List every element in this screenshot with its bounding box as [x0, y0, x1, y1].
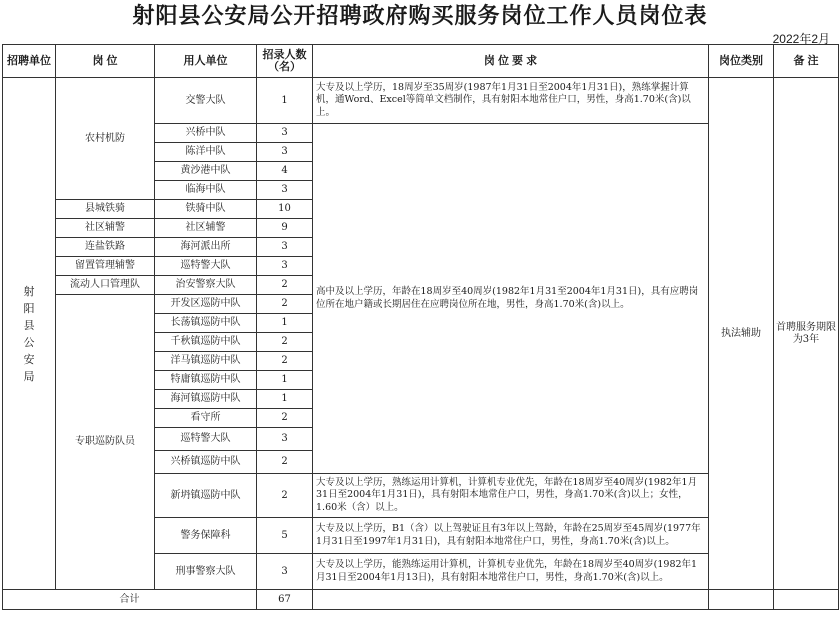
category-cell: 执法辅助 — [709, 78, 774, 590]
unit-cell — [3, 78, 56, 590]
employer-cell: 临海中队 — [155, 181, 257, 200]
employer-cell: 特庸镇巡防中队 — [155, 371, 257, 390]
employer-cell: 海河派出所 — [155, 238, 257, 257]
count-cell: 1 — [257, 371, 313, 390]
count-cell: 5 — [257, 518, 313, 554]
requirement-cell: 大专及以上学历，熟练运用计算机，计算机专业优先，年龄在18周岁至40周岁(1982年1月31日至2004年1月31日)，具有射阳本地常住户口，男性，身高1.70米(含)以上；女性，1.60米（含）以上。 — [313, 474, 709, 518]
header-category: 岗位类别 — [709, 45, 774, 78]
header-remark: 备 注 — [774, 45, 839, 78]
position-nongcun: 农村机防 — [56, 78, 155, 200]
position-xiancheng: 县城铁骑 — [56, 200, 155, 219]
count-cell: 3 — [257, 238, 313, 257]
employer-cell: 海河镇巡防中队 — [155, 390, 257, 409]
count-cell: 10 — [257, 200, 313, 219]
header-position: 岗 位 — [56, 45, 155, 78]
position-liuzhi: 留置管理辅警 — [56, 257, 155, 276]
header-row — [3, 45, 839, 78]
count-cell: 2 — [257, 333, 313, 352]
employer-cell: 巡特警大队 — [155, 257, 257, 276]
count-cell: 2 — [257, 352, 313, 371]
employer-cell: 巡特警大队 — [155, 428, 257, 451]
remark-cell: 首聘服务期限为3年 — [774, 78, 839, 590]
header-employer: 用人单位 — [155, 45, 257, 78]
employer-cell: 新坍镇巡防中队 — [155, 474, 257, 518]
header-requirement: 岗 位 要 求 — [313, 45, 709, 78]
employer-cell: 洋马镇巡防中队 — [155, 352, 257, 371]
count-cell: 3 — [257, 428, 313, 451]
count-cell: 3 — [257, 181, 313, 200]
count-cell: 3 — [257, 124, 313, 143]
requirement-cell: 大专及以上学历，能熟练运用计算机，计算机专业优先，年龄在18周岁至40周岁(1982年1月31日至2004年1月13日)，具有射阳本地常住户口，男性，身高1.70米(含)以上。 — [313, 554, 709, 590]
page-title: 射阳县公安局公开招聘政府购买服务岗位工作人员岗位表 — [132, 3, 708, 29]
employer-cell: 兴桥镇巡防中队 — [155, 451, 257, 474]
count-cell: 1 — [257, 314, 313, 333]
employer-cell: 陈洋中队 — [155, 143, 257, 162]
position-zhuanzhi: 专职巡防队员 — [56, 295, 155, 590]
employer-cell: 刑事警察大队 — [155, 554, 257, 590]
position-lianyan: 连盐铁路 — [56, 238, 155, 257]
employer-cell: 千秋镇巡防中队 — [155, 333, 257, 352]
total-label: 合计 — [3, 590, 257, 610]
date-label: 2022年2月 — [772, 32, 830, 46]
count-cell: 2 — [257, 474, 313, 518]
total-empty-category — [709, 590, 774, 610]
employer-cell: 社区辅警 — [155, 219, 257, 238]
total-count: 67 — [257, 590, 313, 610]
employer-cell: 看守所 — [155, 409, 257, 428]
total-empty-requirement — [313, 590, 709, 610]
count-cell: 2 — [257, 451, 313, 474]
requirement-cell: 大专及以上学历，18周岁至35周岁(1987年1月31日至2004年1月31日)，熟练掌握计算机，通Word、Excel等简单文档制作，具有射阳本地常住户口，男性，身高1.70米(含)以上。 — [313, 78, 709, 124]
requirement-main-cell: 高中及以上学历，年龄在18周岁至40周岁(1982年1月31至2004年1月31日)，具有应聘岗位所在地户籍或长期居住在应聘岗位所在地，男性，身高1.70米(含)以上。 — [313, 124, 709, 474]
position-liudong: 流动人口管理队 — [56, 276, 155, 295]
requirement-cell: 大专及以上学历，B1（含）以上驾驶证且有3年以上驾龄，年龄在25周岁至45周岁(1977年1月31日至1997年1月31日)，具有射阳本地常住户口，男性，身高1.70米(含)以上。 — [313, 518, 709, 554]
count-cell: 3 — [257, 143, 313, 162]
count-cell: 2 — [257, 276, 313, 295]
employer-cell: 长荡镇巡防中队 — [155, 314, 257, 333]
table-row — [3, 78, 839, 124]
count-cell: 1 — [257, 78, 313, 124]
count-cell: 2 — [257, 409, 313, 428]
employer-cell: 黄沙港中队 — [155, 162, 257, 181]
header-unit: 招聘单位 — [3, 45, 56, 78]
count-cell: 4 — [257, 162, 313, 181]
employer-cell: 警务保障科 — [155, 518, 257, 554]
employer-cell: 交警大队 — [155, 78, 257, 124]
count-cell: 3 — [257, 257, 313, 276]
position-shequ: 社区辅警 — [56, 219, 155, 238]
positions-table — [2, 44, 839, 610]
count-cell: 2 — [257, 295, 313, 314]
unit-name: 射阳县公安局 — [23, 284, 35, 383]
count-cell: 9 — [257, 219, 313, 238]
count-cell: 3 — [257, 554, 313, 590]
total-row — [3, 590, 839, 610]
count-cell: 1 — [257, 390, 313, 409]
total-empty-remark — [774, 590, 839, 610]
employer-cell: 开发区巡防中队 — [155, 295, 257, 314]
employer-cell: 铁骑中队 — [155, 200, 257, 219]
employer-cell: 兴桥中队 — [155, 124, 257, 143]
header-count: 招录人数（名） — [257, 45, 313, 78]
employer-cell: 治安警察大队 — [155, 276, 257, 295]
